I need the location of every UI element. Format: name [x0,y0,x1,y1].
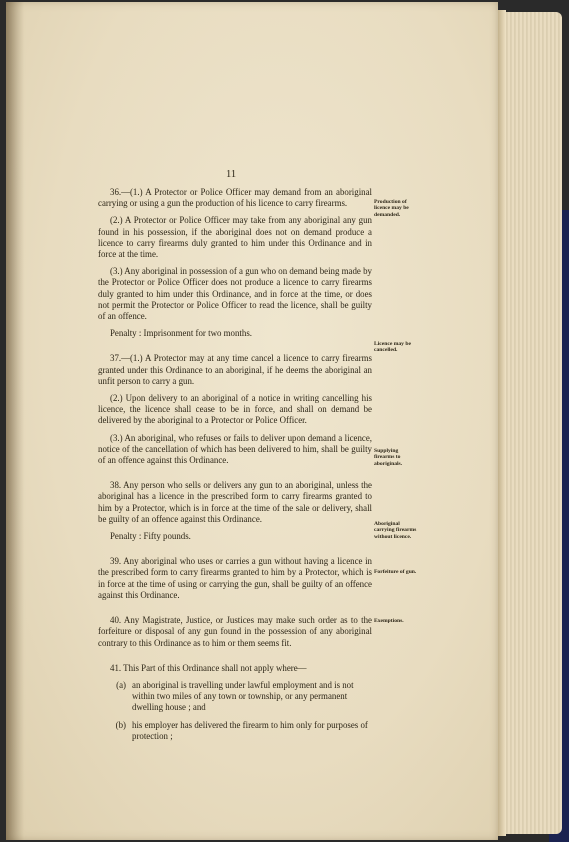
item-text: his employer has delivered the firearm to him only for purposes of protection ; [132,719,368,741]
section-41 [98,663,372,742]
item-label: (b) [115,719,126,730]
list-item [98,680,372,714]
section-36 [98,187,372,339]
book-page [6,2,498,840]
section-39 [98,556,372,601]
paragraph: 39. Any aboriginal who uses or carries a gun without having a licence in the prescribed form to carry firearms granted to him by a Protector, which is in force at the time of using or carrying the gun, shall be guilty of an offence against this Ordinance. [98,556,372,600]
paragraph: 40. Any Magistrate, Justice, or Justices may make such order as to the forfeiture or disposal of any gun found in the possession of any aboriginal contrary to this Ordinance as to him or them seems fit. [98,615,372,648]
margin-note-41: Exemptions. [374,618,404,624]
item-text: an aboriginal is travelling under lawful employment and is not within two miles of any town or township, or any permanent dwelling house ; and [132,679,354,713]
paragraph: 36.—(1.) A Protector or Police Officer may demand from an aboriginal carrying or using a gun the production of his licence to carry firearms. [98,187,372,209]
penalty-line: Penalty : Imprisonment for two months. [110,328,252,339]
item-label: (a) [116,679,126,690]
paragraph: (3.) Any aboriginal in possession of a gun who on demand being made by the Protector or Police Officer does not produce a licence to carry firearms duly granted to him under this Ordinance, and in force at the time, or does not permit the Protector or Police Officer to read the licence, shall be guilty of an offence. [98,266,372,322]
margin-note-40: Forfeiture of gun. [374,569,417,575]
page-body [98,187,372,748]
margin-note-36: Production of licence may be demanded. [374,199,409,218]
paragraph: (2.) Upon delivery to an aboriginal of a notice in writing cancelling his licence, the licence shall cease to be in force, and shall on demand be delivered by the aboriginal to a Protector or Police Officer. [98,393,372,426]
paragraph: (2.) A Protector or Police Officer may take from any aboriginal any gun found in his possession, if the aboriginal does not on demand produce a licence to carry firearms duly granted to him under this Ordinance and in force at the time. [98,215,372,260]
margin-note-38: Supplying firearms to aboriginals. [374,448,403,467]
exemption-list [98,680,372,742]
margin-note-37: Licence may be cancelled. [374,341,411,354]
paragraph: 37.—(1.) A Protector may at any time cancel a licence to carry firearms granted under this Ordinance to an aboriginal, if he deems the aboriginal an unfit person to carry a gun. [98,353,372,386]
paragraph: (3.) An aboriginal, who refuses or fails to deliver upon demand a licence, notice of the cancellation of which has been delivered to him, shall be guilty of an offence against this Ordinance. [98,432,372,466]
page-number: 11 [226,169,237,180]
paragraph: 38. Any person who sells or delivers any gun to an aboriginal, unless the aboriginal has a licence in the prescribed form to carry firearms granted to him by a Protector, which is in force at the time of the sale or delivery, shall be guilty of an offence against this Ordinance. [98,480,372,524]
section-37 [98,353,372,466]
penalty-line: Penalty : Fifty pounds. [110,531,191,542]
page-stack [500,12,562,834]
section-40 [98,615,372,649]
paragraph: 41. This Part of this Ordinance shall not apply where— [110,662,307,673]
binding-gutter [6,2,24,840]
section-38 [98,480,372,542]
margin-note-39: Aboriginal carrying firearms without licence. [374,521,417,540]
list-item [98,720,372,742]
